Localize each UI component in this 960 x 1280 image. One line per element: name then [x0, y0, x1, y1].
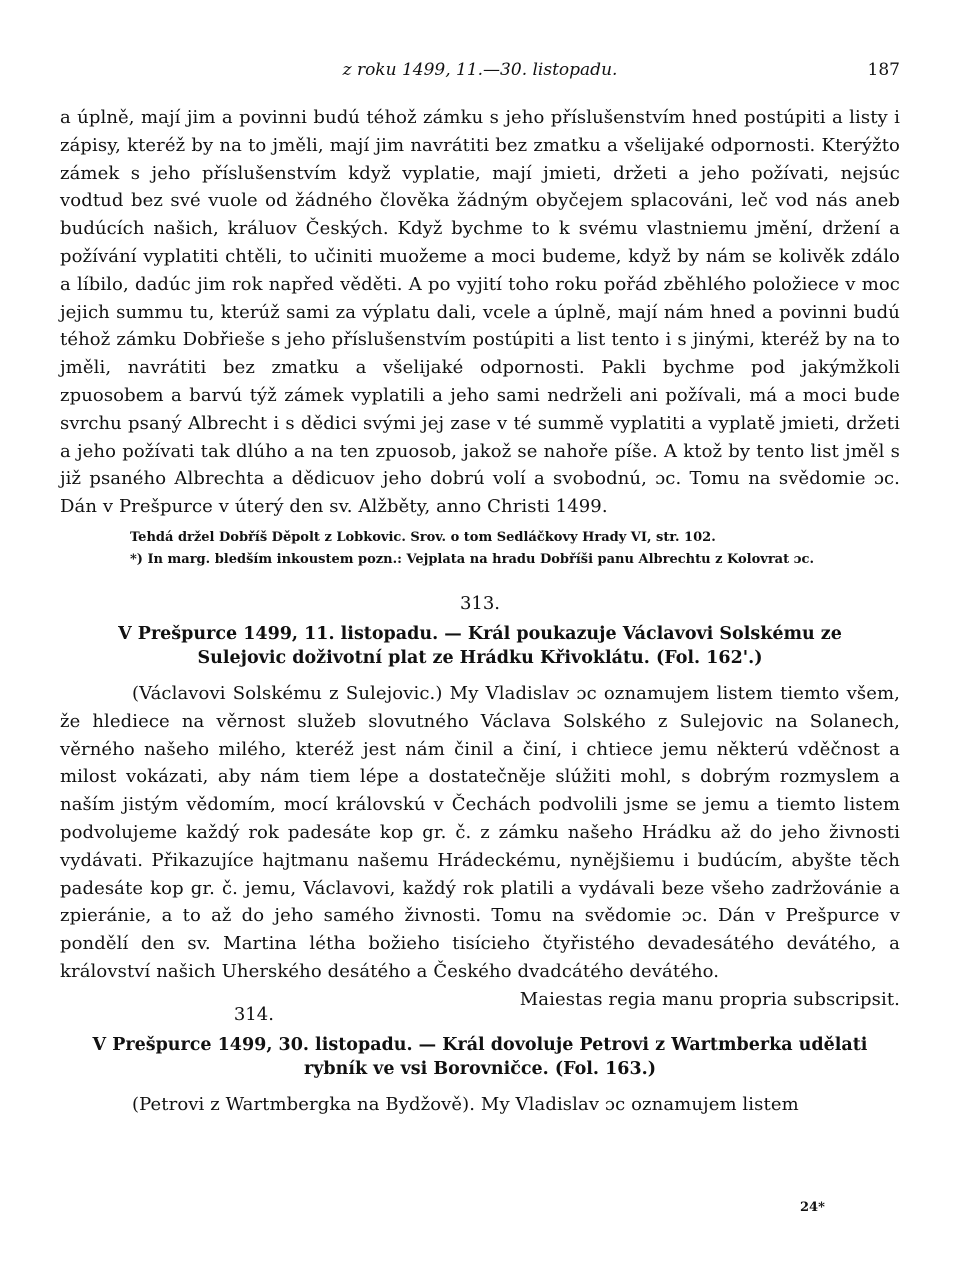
running-head — [60, 58, 900, 88]
document-page — [60, 58, 900, 1119]
marginal-note: *) In marg. bledším inkoustem pozn.: Vejplata na hradu Dobříši panu Albrechtu z Kolovrat ɔc. — [130, 551, 814, 567]
document-number-313: 313. — [459, 592, 501, 614]
running-title: z roku 1499, 11.—30. listopadu. — [342, 60, 618, 80]
royal-subscription: Maiestas regia manu propria subscripsit. — [519, 988, 900, 1010]
document-text-314: (Petrovi z Wartmbergka na Bydžově). My Vladislav ɔc oznamujem listem — [132, 1093, 799, 1115]
document-text-313 — [60, 680, 900, 1010]
regest-314: V Prešpurce 1499, 30. listopadu. — Král dovoluje Petrovi z Wartmberka udělati rybník ve vsi Borovničce. (Fol. 163.) — [92, 1034, 868, 1079]
regest-313: V Prešpurce 1499, 11. listopadu. — Král poukazuje Václavovi Solskému ze Sulejovic doživotní plat ze Hrádku Křivoklátu. (Fol. 162'.) — [118, 623, 842, 668]
editorial-notes — [130, 527, 900, 571]
sheet-signature: 24* — [800, 1200, 825, 1215]
editorial-note: Tehdá držel Dobříš Děpolt z Lobkovic. Srov. o tom Sedláčkovy Hrady VI, str. 102. — [130, 529, 716, 545]
document-text-313-body: (Václavovi Solskému z Sulejovic.) My Vladislav ɔc oznamujem listem tiemto všem, že hlediece na věrnost služeb slovutného Václava Solského z Sulejovic na Solanech, věrného našeho milého, kteréž jest nám činil a činí, i chtiece jemu některú vděčnost a milost vokázati, aby nám tiem lépe a dostatečněje slúžiti mohl, s dobrým rozmyslem a naším jistým vědomím, mocí královskú v Čechách podvolili jsme se jemu a tiemto listem podvolujeme každý rok padesáte kop gr. č. z zámku našeho Hrádku až do jeho živnosti vydávati. Přikazujíce hajtmanu našemu Hrádeckému, nynějšiemu i budúcím, abyšte těch padesáte kop gr. č. jemu, Václavovi, každý rok platili a vydávali beze všeho zadržovánie a zpieránie, a to až do jeho samého živnosti. Tomu na svědomie ɔc. Dán v Prešpurce v pondělí den sv. Martina létha božieho tisícieho čtyřistého devadesátého devátého, a království našich Uherského desátého a Českého dvadcátého devátého. — [60, 682, 900, 982]
continuation-paragraph: a úplně, mají jim a povinni budú téhož zámku s jeho příslušenstvím hned postúpiti a listy i zápisy, kteréž by na to jměli, mají jim navrátiti bez zmatku a všelijaké odpornosti. Kterýžto zámek s jeho příslušenstvím když vyplatie, mají jmieti, držeti a jeho požívati, nejsúc vodtud bez své vuole od žádného člověka žádným obyčejem splacováni, leč vod nás aneb budúcích našich, králuov Českých. Když bychme to k svému vlastniemu jmění, držení a požívání vyplatiti chtěli, to učiniti muožeme a moci budeme, když by nám se kolivěk zdálo a líbilo, dadúc jim rok napřed věděti. A po vyjití toho roku pořád zběhlého položiece v moc jejich summu tu, kterúž sami za výplatu dali, vcele a úplně, mají nám hned a povinni budú téhož zámku Dobřieše s jeho příslušenstvím postúpiti a list tento i s jinými, kteréž by na to jměli, navrátiti bez zmatku a všelijaké odpornosti. Pakli bychme pod jakýmžkoli zpuosobem a barvú týž zámek vyplatili a jeho sami nedrželi ani požívali, má a moci bude svrchu psaný Albrecht i s dědici svými jej zase v té summě vyplatiti a vyplatě jmieti, držeti a jeho požívati tak dlúho a na ten zpuosob, jakož se nahoře píše. A ktož by tento list jměl s již psaného Albrechta a dědicuov jeho dobrú volí a svobodnú, ɔc. Tomu na svědomie ɔc. Dán v Prešpurce v úterý den sv. Alžběty, anno Christi 1499. — [60, 107, 900, 518]
page-number: 187 — [867, 60, 900, 80]
document-number-314: 314. — [233, 1003, 274, 1025]
